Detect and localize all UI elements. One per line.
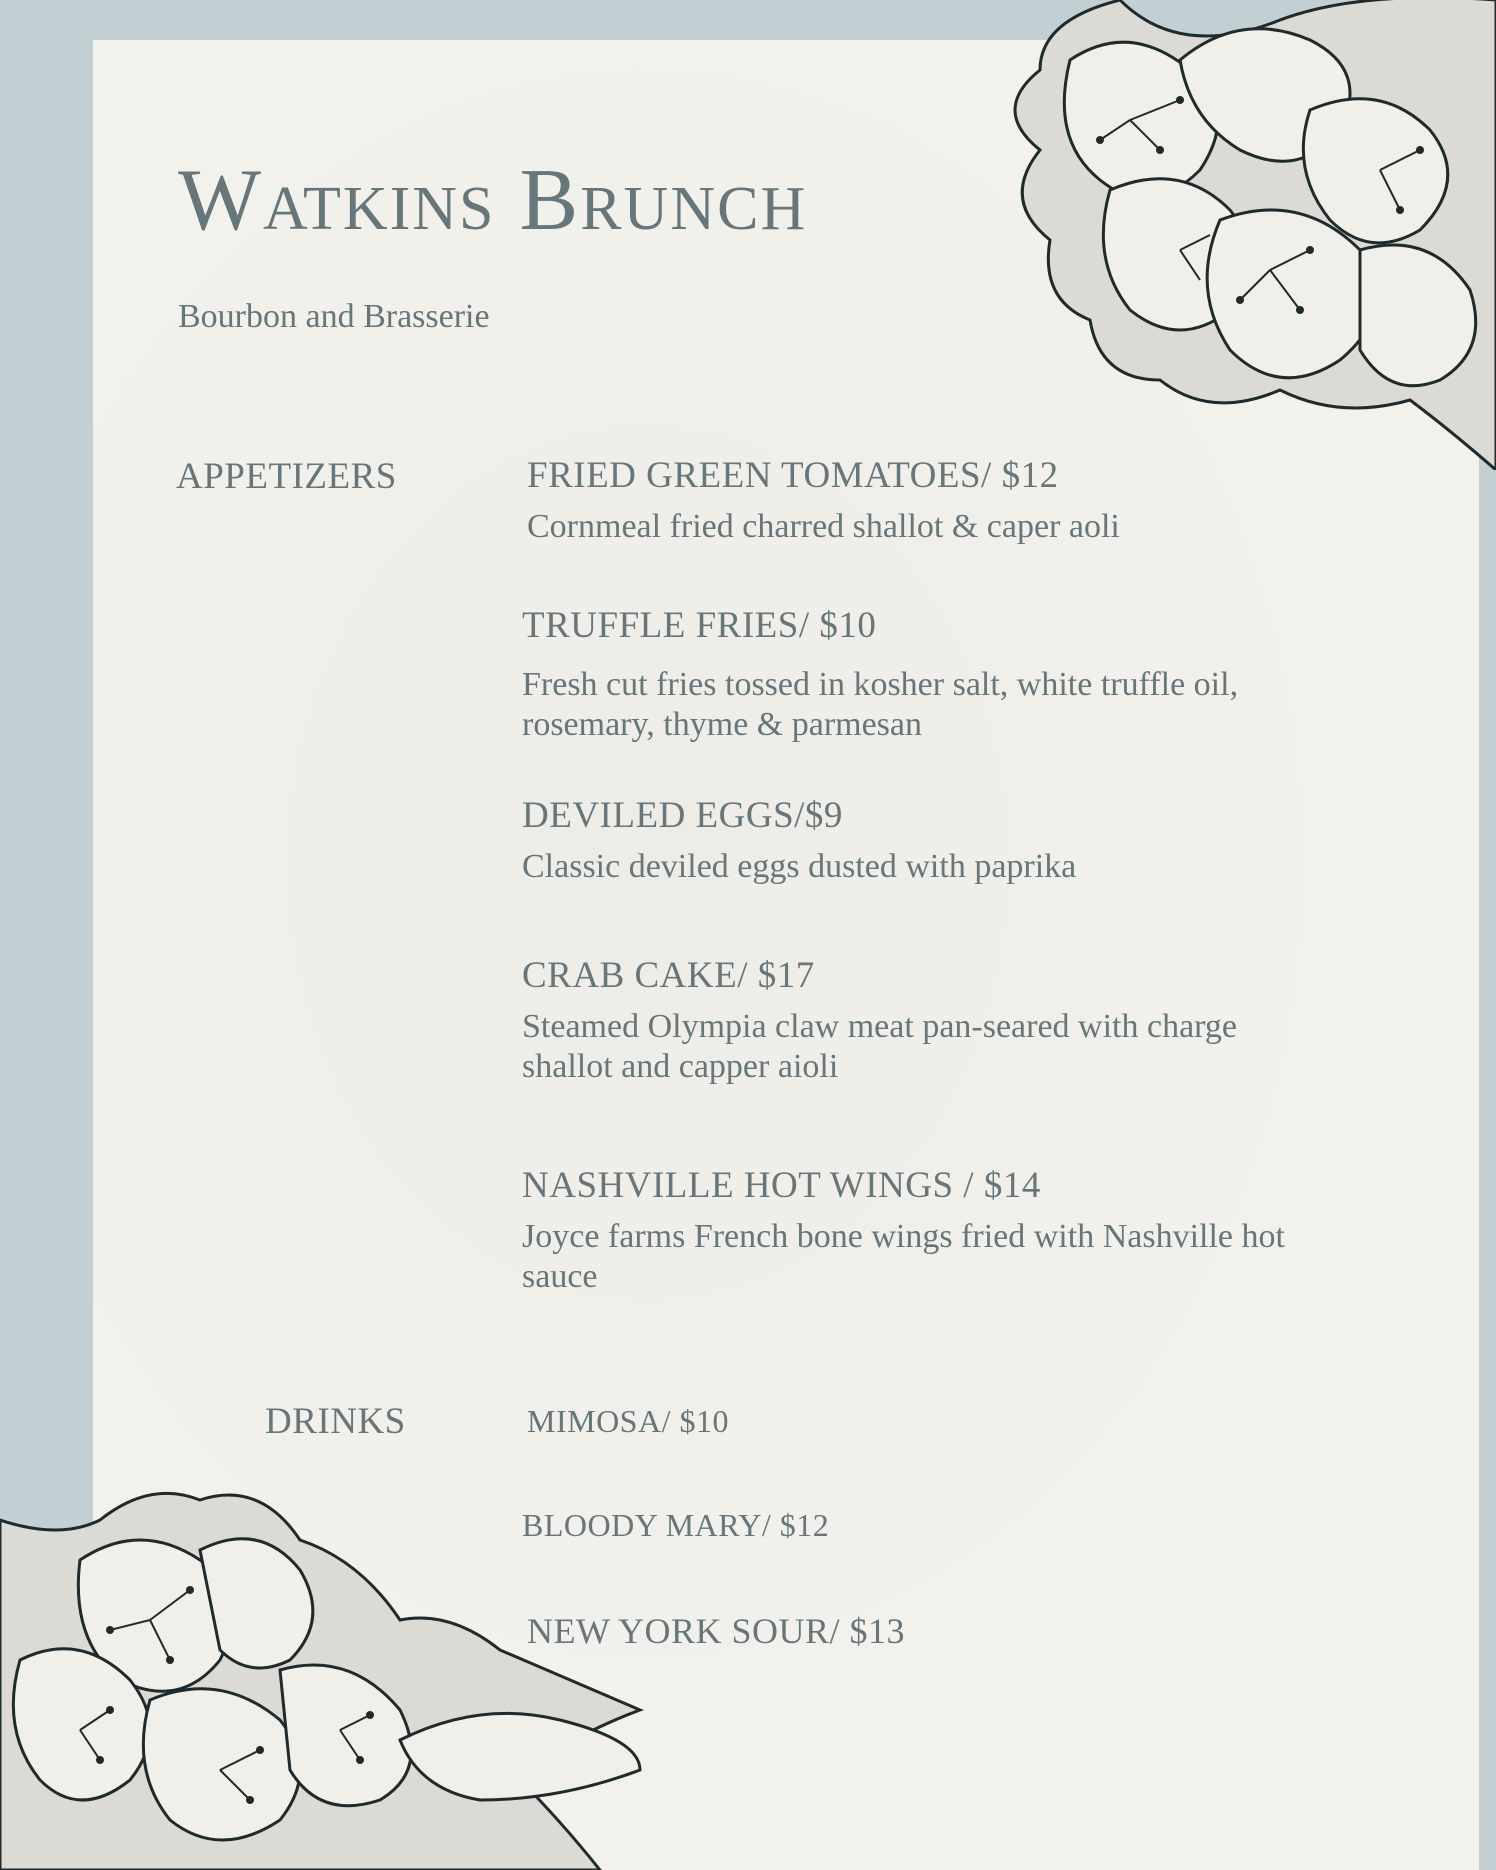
- list-item: [527, 455, 1307, 547]
- item-name: CRAB CAKE/ $17: [522, 955, 815, 996]
- page-subtitle: Bourbon and Brasserie: [178, 298, 490, 335]
- page-title: Watkins Brunch: [178, 152, 808, 249]
- drink-item-bloody-mary: BLOODY MARY/ $12: [522, 1507, 830, 1543]
- item-description: Cornmeal fried charred shallot & caper aoli: [527, 508, 1120, 545]
- drink-item-new-york-sour: NEW YORK SOUR/ $13: [527, 1611, 906, 1651]
- list-item: [522, 605, 1302, 745]
- item-description: Fresh cut fries tossed in kosher salt, white truffle oil, rosemary, thyme & parmesan: [522, 666, 1239, 743]
- item-name: TRUFFLE FRIES/ $10: [522, 605, 877, 646]
- item-description: Steamed Olympia claw meat pan-seared with charge shallot and capper aioli: [522, 1008, 1237, 1085]
- drink-item-mimosa: MIMOSA/ $10: [527, 1403, 729, 1439]
- item-name: FRIED GREEN TOMATOES/ $12: [527, 455, 1059, 496]
- list-item: [522, 955, 1302, 1087]
- list-item: [522, 795, 1302, 887]
- item-description: Joyce farms French bone wings fried with Nashville hot sauce: [522, 1218, 1285, 1295]
- list-item: [522, 1165, 1322, 1297]
- section-label-drinks: DRINKS: [265, 1401, 406, 1442]
- section-label-appetizers: APPETIZERS: [176, 456, 397, 497]
- item-name: DEVILED EGGS/$9: [522, 795, 843, 836]
- item-description: Classic deviled eggs dusted with paprika: [522, 848, 1077, 885]
- item-name: NASHVILLE HOT WINGS / $14: [522, 1165, 1041, 1206]
- floral-engraving-icon: [980, 0, 1496, 470]
